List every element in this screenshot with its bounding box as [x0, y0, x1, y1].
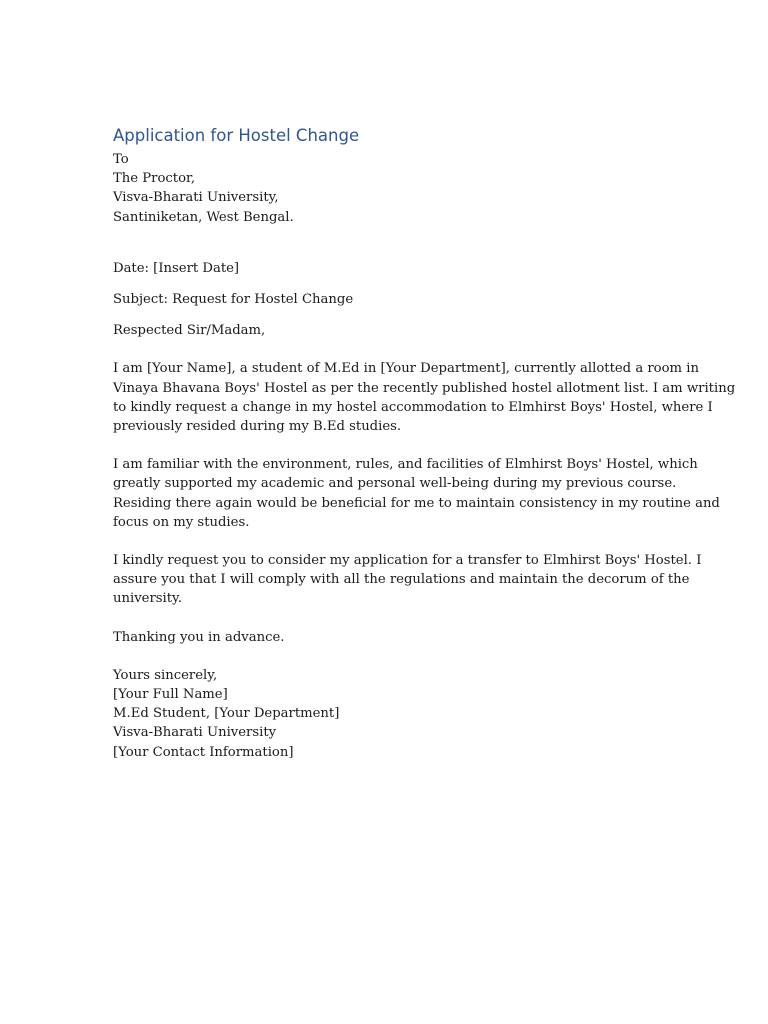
signoff-line: M.Ed Student, [Your Department] [113, 706, 340, 722]
paragraph-line: greatly supported my academic and personal well-being during my previous course. [113, 476, 677, 492]
paragraph-line: Vinaya Bhavana Boys' Hostel as per the recently published hostel allotment list. I am writing [113, 380, 736, 396]
signoff-block [113, 666, 673, 762]
address-line: Santiniketan, West Bengal. [113, 209, 294, 225]
paragraph-line: Residing there again would be beneficial for me to maintain consistency in my routine and [113, 495, 720, 511]
subject-line: Subject: Request for Hostel Change [113, 292, 354, 308]
body-paragraph-3 [113, 551, 702, 609]
paragraph-line: I am familiar with the environment, rules, and facilities of Elmhirst Boys' Hostel, which [113, 457, 698, 473]
salutation: Respected Sir/Madam, [113, 323, 266, 339]
paragraph-line: focus on my studies. [113, 514, 250, 530]
letter-title: Application for Hostel Change [113, 126, 360, 145]
address-line: Visva-Bharati University, [113, 190, 279, 206]
paragraph-line: I am [Your Name], a student of M.Ed in [Your Department], currently allotted a room in [113, 361, 699, 377]
signoff-line: [Your Full Name] [113, 687, 228, 703]
paragraph-line: assure you that I will comply with all the regulations and maintain the decorum of the [113, 572, 690, 588]
paragraph-line: previously resided during my B.Ed studies. [113, 419, 402, 435]
paragraph-line: university. [113, 591, 182, 607]
signoff-line: Yours sincerely, [113, 667, 218, 683]
body-paragraph-1 [113, 359, 736, 436]
recipient-address [113, 150, 673, 227]
signoff-line: Visva-Bharati University [113, 725, 277, 741]
address-line: To [113, 152, 129, 167]
address-line: The Proctor, [113, 171, 196, 187]
body-paragraph-2 [113, 455, 720, 532]
signoff-line: [Your Contact Information] [113, 744, 294, 760]
paragraph-line: I kindly request you to consider my application for a transfer to Elmhirst Boys' Hostel. I [113, 553, 702, 569]
closing-thanks: Thanking you in advance. [113, 629, 285, 645]
date-line: Date: [Insert Date] [113, 260, 240, 276]
paragraph-line: to kindly request a change in my hostel accommodation to Elmhirst Boys' Hostel, where I [113, 399, 713, 415]
letter-body [113, 124, 736, 762]
